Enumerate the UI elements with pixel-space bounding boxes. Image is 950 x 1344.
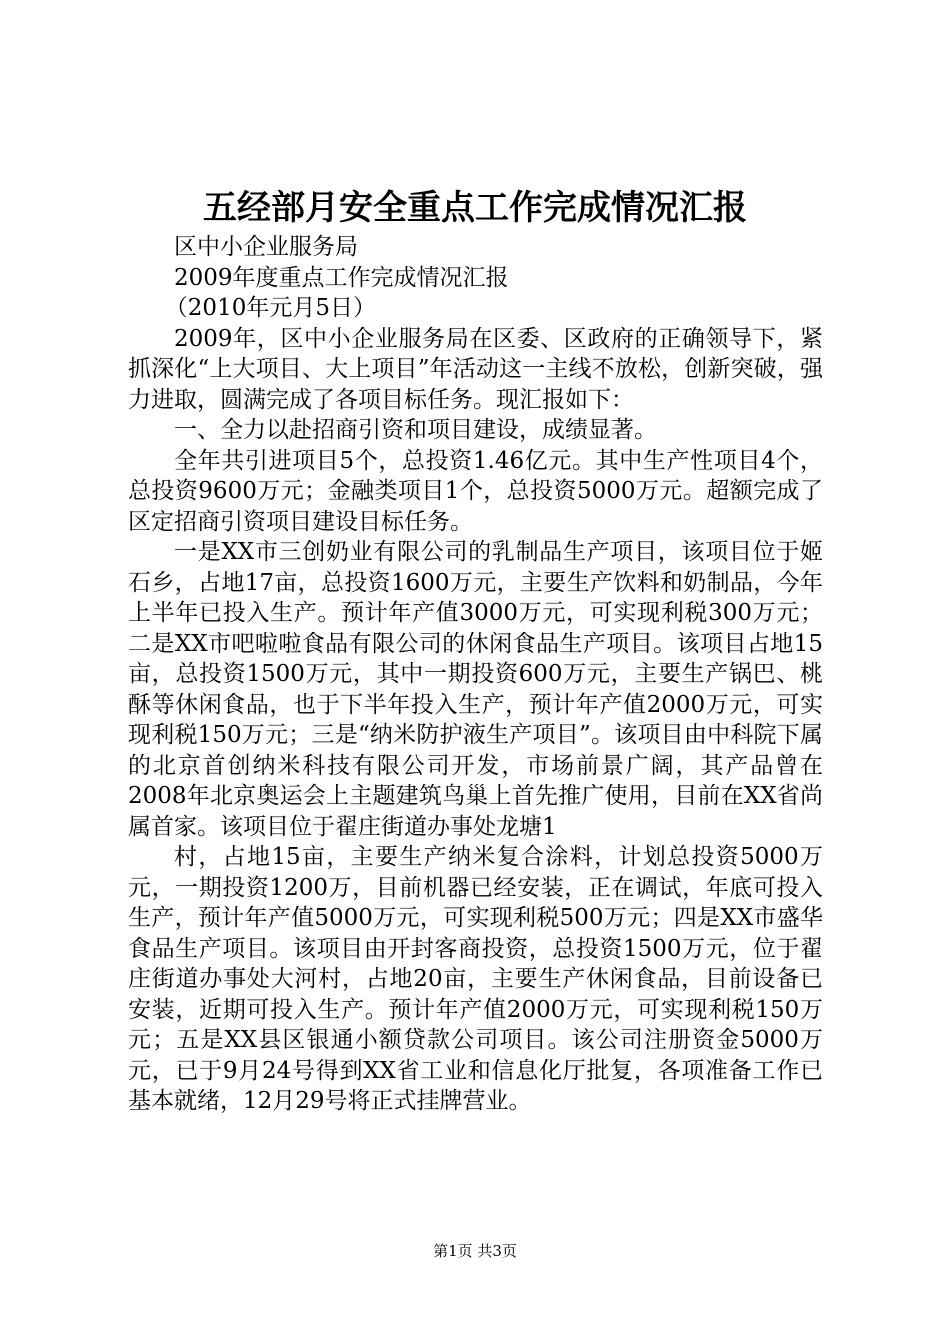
paragraph-projects-continued: 村，占地15亩，主要生产纳米复合涂料，计划总投资5000万元，一期投资1200万，目前机器已经安装，正在调试，年底可投入生产，预计年产值5000万元，可实现利税500万元；四是XX市盛华食品生产项目。该项目由开封客商投资，总投资1500万元，位于翟庄街道办事处大河村，占地20亩，主要生产休闲食品，目前设备已安装，近期可投入生产。预计年产值2000万元，可实现利税150万元；五是XX县区银通小额贷款公司项目。该公司注册资金5000万元，已于9月24号得到XX省工业和信息化厅批复，各项准备工作已基本就绪，12月29号将正式挂牌营业。 [128, 844, 823, 1114]
document-body [128, 232, 823, 1117]
paragraph-section-heading: 一、全力以赴招商引资和项目建设，成绩显著。 [174, 417, 657, 443]
paragraph-intro: 2009年，区中小企业服务局在区委、区政府的正确领导下，紧抓深化“上大项目、大上项目”年活动这一主线不放松，创新突破，强力进取，圆满完成了各项目标任务。现汇报如下： [128, 325, 823, 413]
document-title: 五经部月安全重点工作完成情况汇报 [203, 188, 747, 228]
paragraph-org: 区中小企业服务局 [174, 234, 358, 260]
page-number: 第1页 共3页 [433, 1242, 517, 1260]
paragraph-summary: 全年共引进项目5个，总投资1.46亿元。其中生产性项目4个，总投资9600万元；金融类项目1个，总投资5000万元。超额完成了区定招商引资项目建设目标任务。 [128, 447, 823, 535]
paragraph-subtitle: 2009年度重点工作完成情况汇报 [174, 264, 509, 291]
paragraph-projects: 一是XX市三创奶业有限公司的乳制品生产项目，该项目位于姬石乡，占地17亩，总投资1600万元，主要生产饮料和奶制品，今年上半年已投入生产。预计年产值3000万元，可实现利税300万元；二是XX市吧啦啦食品有限公司的休闲食品生产项目。该项目占地15亩，总投资1500万元，其中一期投资600万元，主要生产锅巴、桃酥等休闲食品，也于下半年投入生产，预计年产值2000万元，可实现利税150万元；三是“纳米防护液生产项目”。该项目由中科院下属的北京首创纳米科技有限公司开发，市场前景广阔，其产品曾在2008年北京奥运会上主题建筑鸟巢上首先推广使用，目前在XX省尚属首家。该项目位于翟庄街道办事处龙塘1 [128, 539, 823, 840]
paragraph-date: （2010年元月5日） [164, 295, 376, 321]
